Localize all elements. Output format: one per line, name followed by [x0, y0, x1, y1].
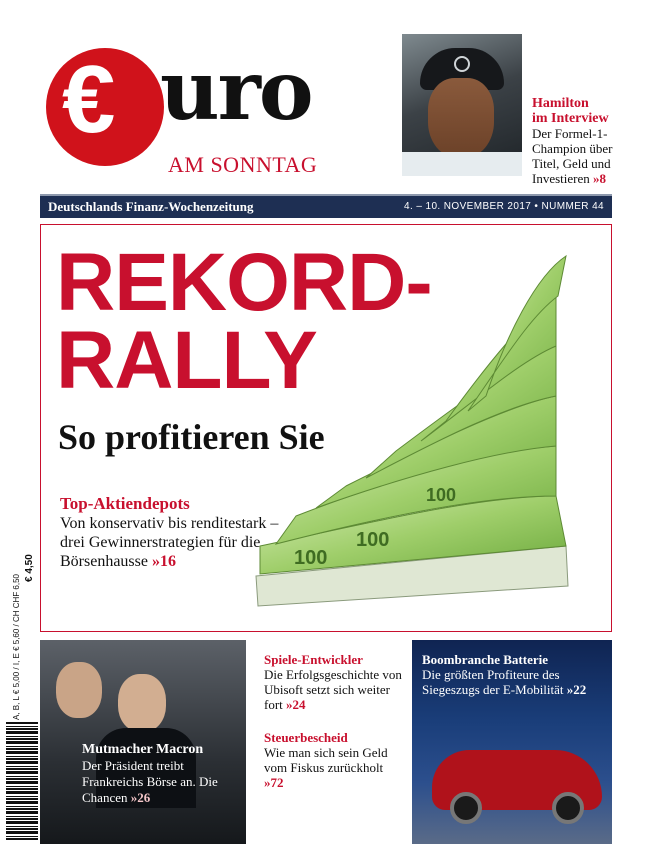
depots-body-text: Von konservativ bis renditestark – drei Gewinnerstrategien für die Börsenhausse	[60, 515, 279, 570]
hamilton-body-text: Der Formel-1-Champion über Titel, Geld und Investieren	[532, 126, 613, 186]
logo-wordmark: uro	[160, 43, 312, 139]
macron-body	[82, 758, 246, 806]
car-wheel-front	[450, 792, 482, 824]
logo-subtitle: AM SONNTAG	[168, 152, 318, 177]
shirt	[402, 152, 522, 176]
hamilton-title-2: im Interview	[532, 111, 609, 126]
face	[428, 78, 494, 158]
battery-teaser[interactable]	[412, 640, 612, 844]
hamilton-body	[532, 126, 642, 186]
euro-symbol: €	[62, 46, 116, 153]
macron-ref: »26	[130, 790, 151, 805]
battery-body-text: Die größten Profiteure des Siegeszugs der E-Mobilität	[422, 667, 564, 697]
ubisoft-body	[264, 667, 404, 712]
headline-line-2: RALLY	[56, 315, 317, 406]
depots-ref: »16	[151, 553, 176, 570]
depots-teaser[interactable]	[60, 494, 280, 571]
steuer-ref: »72	[264, 775, 284, 790]
ubisoft-body-text: Die Erfolgsgeschichte von Ubisoft setzt sich weiter fort	[264, 667, 402, 712]
ubisoft-ref: »24	[286, 697, 306, 712]
cover-price	[24, 542, 40, 582]
masthead-logo[interactable]	[40, 44, 340, 194]
steuer-body	[264, 745, 404, 790]
person-2	[118, 674, 166, 732]
depots-body	[60, 514, 280, 571]
hamilton-photo[interactable]	[402, 34, 522, 176]
ubisoft-teaser[interactable]	[264, 652, 404, 712]
cover-headline[interactable]	[56, 237, 432, 406]
steuer-title: Steuerbescheid	[264, 730, 348, 745]
macron-text	[82, 742, 246, 806]
hamilton-title-1: Hamilton	[532, 96, 589, 111]
depots-title: Top-Aktiendepots	[60, 494, 190, 513]
cover-subhead: So profitieren Sie	[58, 417, 325, 457]
hamilton-teaser[interactable]	[532, 96, 642, 186]
battery-title: Boombranche Batterie	[422, 652, 549, 667]
battery-text	[422, 652, 612, 697]
battery-body	[422, 667, 612, 697]
ubisoft-title: Spiele-Entwickler	[264, 652, 363, 667]
macron-teaser[interactable]	[40, 640, 246, 844]
tagline: Deutschlands Finanz-Wochenzeitung	[48, 199, 254, 214]
middle-teasers	[264, 652, 404, 808]
cover-price-text: € 4,50	[24, 554, 35, 582]
steuer-teaser[interactable]	[264, 730, 404, 790]
macron-title: Mutmacher Macron	[82, 742, 204, 757]
headline-line-1: REKORD-	[56, 237, 432, 328]
battery-ref: »22	[566, 682, 587, 697]
tagline-banner	[40, 194, 612, 218]
barcode	[6, 722, 38, 840]
star-logo-icon	[454, 56, 470, 72]
person-1	[56, 662, 102, 718]
steuer-body-text: Wie man sich sein Geld vom Fiskus zurückholt	[264, 745, 388, 775]
banknote-label-3: 100	[426, 485, 457, 505]
car-wheel-rear	[552, 792, 584, 824]
hamilton-ref: »8	[593, 171, 607, 186]
issue-info: 4. – 10. NOVEMBER 2017 • NUMMER 44	[404, 201, 604, 212]
banknote-label-1: 100	[294, 547, 328, 569]
macron-body-text: Der Präsident treibt Frankreichs Börse an. Die Chancen	[82, 758, 218, 805]
side-prices-text: A, B, L € 5,00 / I, E € 5,60 / CH CHF 6,50	[12, 574, 21, 720]
banknote-label-2: 100	[356, 529, 390, 551]
